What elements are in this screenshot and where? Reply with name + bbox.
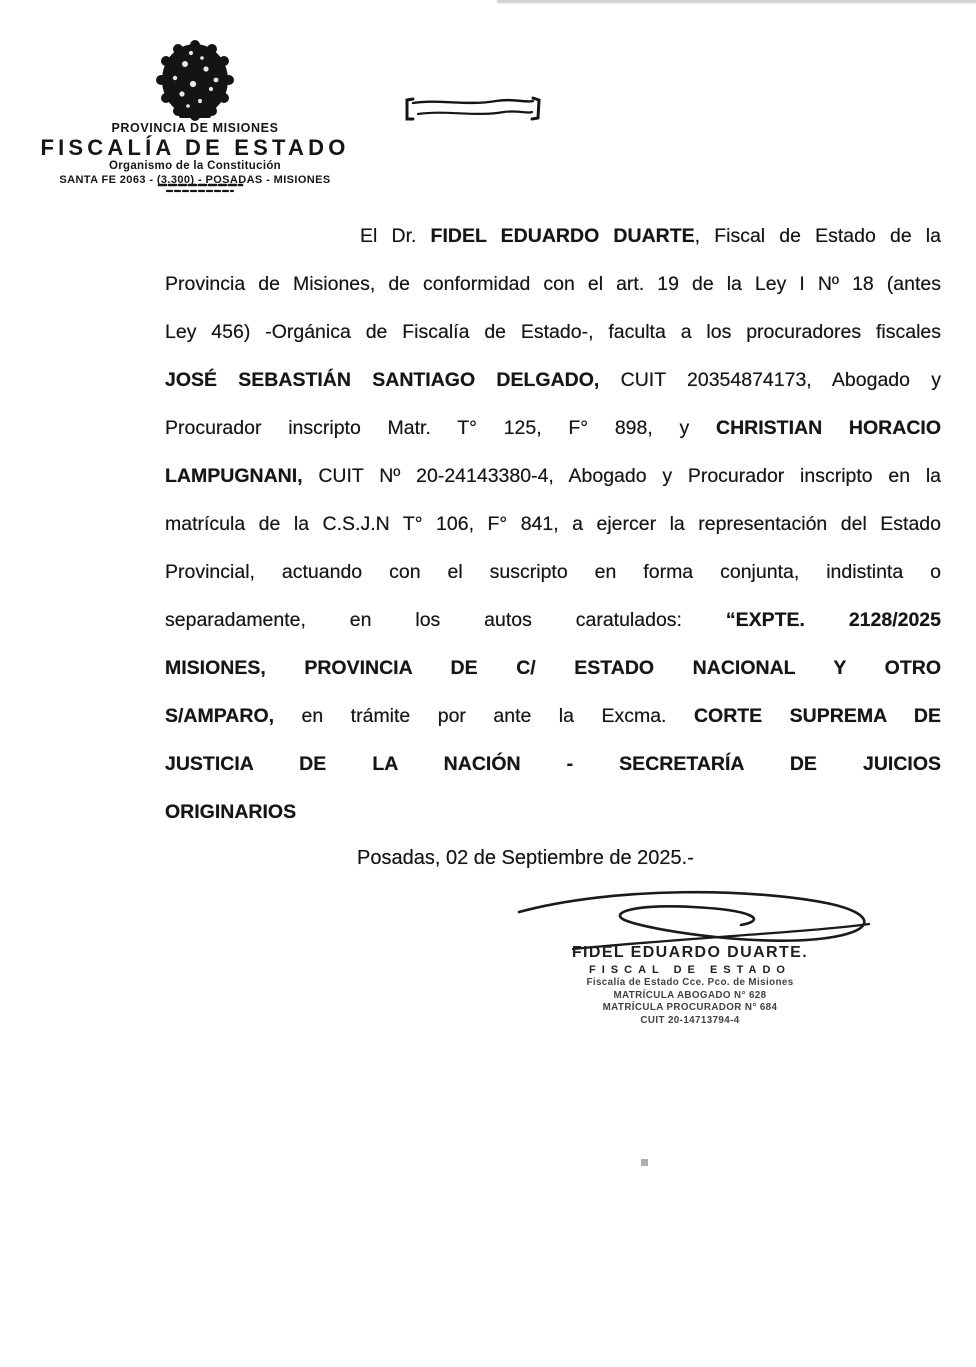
body-line <box>165 260 941 308</box>
letterhead-province: PROVINCIA DE MISIONES <box>111 121 279 135</box>
body-text-segment: Procurador inscripto Matr. T° 125, F° 898, y <box>165 417 717 439</box>
dateline: Posadas, 02 de Septiembre de 2025.- <box>357 847 694 869</box>
body-text-segment: Ley 456) -Orgánica de Fiscalía de Estado-, faculta a los procuradores fiscales <box>165 321 941 343</box>
body-line <box>165 308 941 356</box>
signature-stamp <box>515 944 865 1027</box>
body-line <box>165 644 941 692</box>
stamp-matricula-abogado: MATRÍCULA ABOGADO N° 628 <box>613 989 767 1001</box>
body-line <box>165 212 941 260</box>
body-line <box>165 500 941 548</box>
body-text-segment: CUIT Nº 20-24143380-4, Abogado y Procurador inscripto en la <box>302 465 941 487</box>
body-text-segment: CUIT 20354874173, Abogado y <box>599 369 942 391</box>
letterhead-suborg: Organismo de la Constitución <box>109 160 281 172</box>
body-text-bold-segment: JUSTICIA DE LA NACIÓN - SECRETARÍA DE JUICIOS <box>165 753 941 775</box>
body-text-bold-segment: CHRISTIAN HORACIO <box>716 417 941 439</box>
body-line <box>165 404 941 452</box>
body-text-segment: en trámite por ante la Excma. <box>274 705 694 727</box>
body-text-segment: matrícula de la C.S.J.N T° 106, F° 841, a ejercer la representación del Estado <box>165 513 941 535</box>
stamp-org-line: Fiscalía de Estado Cce. Pco. de Misiones <box>586 977 794 988</box>
body-text-bold-segment: FIDEL EDUARDO DUARTE <box>430 225 695 247</box>
letterhead-address: SANTA FE 2063 - (3.300) - POSADAS - MISIONES <box>59 174 331 186</box>
body-text-segment: , Fiscal de Estado de la <box>694 225 941 247</box>
body-text-bold-segment: S/AMPARO, <box>165 705 275 727</box>
body-text-bold-segment: CORTE SUPREMA DE <box>693 705 941 727</box>
letterhead-org-name: FISCALÍA DE ESTADO <box>40 135 350 160</box>
bracket-scribble-artifact <box>404 92 544 128</box>
scan-edge-artifact <box>497 0 976 4</box>
body-text-segment: separadamente, en los autos caratulados: <box>165 609 726 631</box>
body-text-segment: Provincial, actuando con el suscripto en forma conjunta, indistinta o <box>165 561 941 583</box>
body-text-bold-segment: JOSÉ SEBASTIÁN SANTIAGO DELGADO, <box>165 369 600 391</box>
body-text-segment: El Dr. <box>360 225 431 247</box>
stamp-name: FIDEL EDUARDO DUARTE. <box>571 944 809 961</box>
underline-scribble-artifact <box>154 179 250 197</box>
body-text-bold-segment: “EXPTE. 2128/2025 <box>725 609 941 631</box>
body-text-segment: Provincia de Misiones, de conformidad con el art. 19 de la Ley I Nº 18 (antes <box>165 273 941 295</box>
body-line <box>165 740 941 788</box>
body-text-bold-segment: ORIGINARIOS <box>165 801 297 823</box>
scan-speck-artifact <box>640 1157 648 1166</box>
body-line <box>165 788 941 836</box>
stamp-matricula-procurador: MATRÍCULA PROCURADOR N° 684 <box>602 1002 778 1013</box>
body-line <box>165 692 941 740</box>
body-line <box>165 596 941 644</box>
document-body <box>165 212 941 836</box>
body-text-bold-segment: LAMPUGNANI, <box>165 465 303 487</box>
stamp-cuit: CUIT 20-14713794-4 <box>640 1014 740 1026</box>
body-line <box>165 356 941 404</box>
body-text-bold-segment: MISIONES, PROVINCIA DE C/ ESTADO NACIONAL Y OTRO <box>165 657 941 679</box>
body-line <box>165 548 941 596</box>
body-line <box>165 452 941 500</box>
letterhead <box>30 40 360 187</box>
coat-of-arms-icon <box>155 40 235 125</box>
stamp-title: FISCAL DE ESTADO <box>589 964 791 976</box>
